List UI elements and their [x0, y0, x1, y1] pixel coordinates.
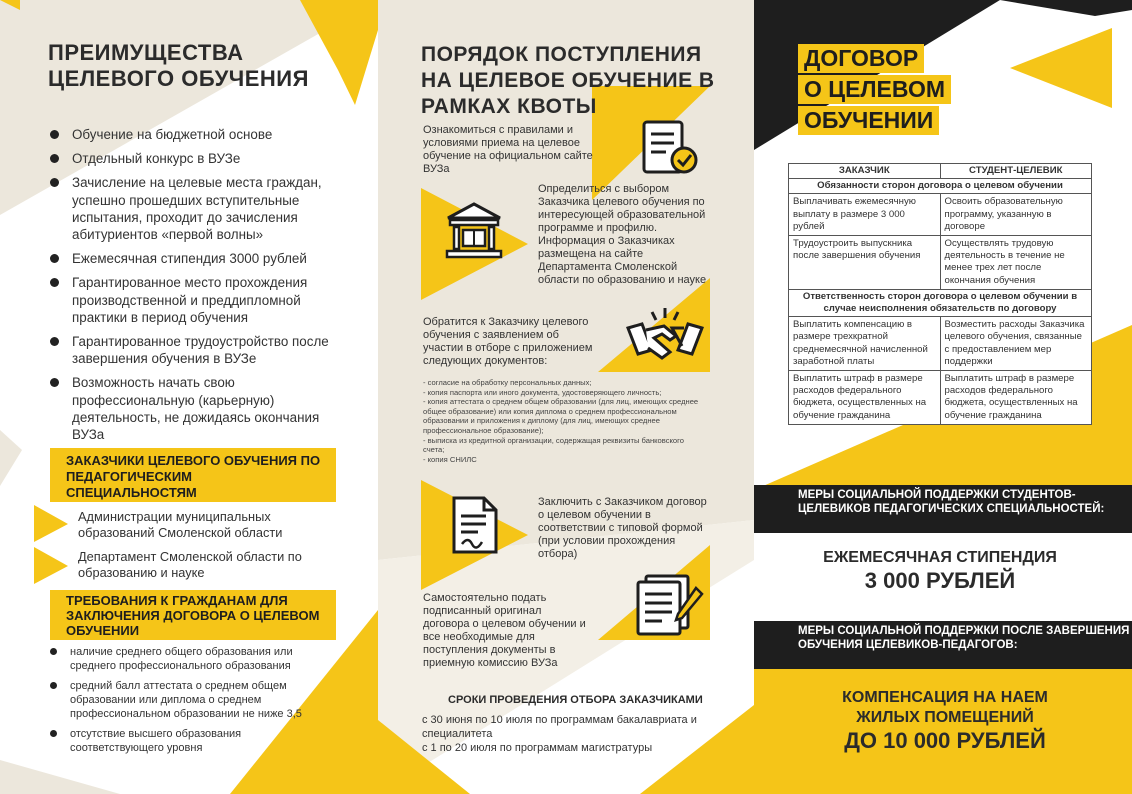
arrow-icon: [34, 505, 68, 542]
compensation-line: ЖИЛЫХ ПОМЕЩЕНИЙ: [856, 709, 1034, 726]
list-item: Ежемесячная стипендия 3000 рублей: [48, 250, 348, 267]
stipend-amount: 3 000 РУБЛЕЙ: [864, 568, 1016, 593]
step-4-text: Заключить с Заказчиком договор о целевом обучении в соответствии с типовой формой (при условии прохождения отбора): [538, 496, 707, 560]
documents-pen-icon: [632, 574, 704, 636]
requirements-heading: ТРЕБОВАНИЯ К ГРАЖДАНАМ ДЛЯ ЗАКЛЮЧЕНИЯ ДОГОВОРА О ЦЕЛЕВОМ ОБУЧЕНИИ: [50, 590, 336, 640]
table-row: [789, 194, 1092, 236]
compensation-line: КОМПЕНСАЦИЯ НА НАЕМ: [842, 689, 1048, 706]
table-cell: Выплатить штраф в размере расходов федерального бюджета, осуществленных на обучение гражданина: [940, 371, 1092, 425]
list-item: Отдельный конкурс в ВУЗе: [48, 150, 348, 167]
benefits-title: ПРЕИМУЩЕСТВА ЦЕЛЕВОГО ОБУЧЕНИЯ: [48, 40, 309, 91]
customer-item: Департамент Смоленской области по образованию и науке: [78, 549, 302, 580]
deadline-item: с 1 по 20 июля по программам магистратуры: [422, 742, 653, 754]
university-building-icon: [444, 202, 504, 260]
step-3-documents: [423, 378, 705, 464]
table-cell: Возместить расходы Заказчика целевого обучения, связанные с предоставлением мер поддержки: [940, 317, 1092, 371]
table-cell: Трудоустроить выпускника после завершения обучения: [789, 236, 941, 290]
list-item: Обучение на бюджетной основе: [48, 126, 348, 143]
step-5-text: Самостоятельно подать подписанный оригинал договора о целевом обучении и все необходимые для поступления документы в приемную комиссию ВУЗа: [423, 592, 586, 669]
benefits-list: [48, 126, 348, 450]
contract-sign-icon: [450, 494, 500, 556]
support-graduates-heading: МЕРЫ СОЦИАЛЬНОЙ ПОДДЕРЖКИ ПОСЛЕ ЗАВЕРШЕНИЯ ОБУЧЕНИЯ ЦЕЛЕВИКОВ-ПЕДАГОГОВ:: [754, 621, 1132, 669]
deadlines-title: СРОКИ ПРОВЕДЕНИЯ ОТБОРА ЗАКАЗЧИКАМИ: [448, 694, 703, 706]
step-3-text: Обратится к Заказчику целевого обучения с заявлением об участии в отборе с приложением следующих документов:: [423, 316, 593, 367]
table-section-row: [789, 289, 1092, 316]
contract-table: [788, 163, 1092, 425]
list-item: наличие среднего общего образования или среднего профессионального образования: [48, 645, 338, 673]
document-item: - копия паспорта или иного документа, удостоверяющего личность;: [423, 387, 662, 397]
table-cell: Выплатить компенсацию в размере трехкратной среднемесячной начисленной заработной платы: [789, 317, 941, 371]
list-item: отсутствие высшего образования соответствующего уровня: [48, 727, 338, 755]
document-item: - выписка из кредитной организации, содержащая реквизиты банковского счета;: [423, 435, 684, 455]
document-item: - копия СНИЛС: [423, 454, 477, 464]
compensation-label: [780, 688, 1110, 728]
table-cell: Освоить образовательную программу, указанную в договоре: [940, 194, 1092, 236]
table-row: [789, 371, 1092, 425]
customer-item: Администрации муниципальных образований Смоленской области: [78, 509, 283, 540]
arrow-icon: [34, 547, 68, 584]
column-header: СТУДЕНТ-ЦЕЛЕВИК: [940, 164, 1092, 179]
compensation-amount: ДО 10 000 РУБЛЕЙ: [844, 728, 1046, 753]
column-header: ЗАКАЗЧИК: [789, 164, 941, 179]
support-students-heading: МЕРЫ СОЦИАЛЬНОЙ ПОДДЕРЖКИ СТУДЕНТОВ-ЦЕЛЕВИКОВ ПЕДАГОГИЧЕСКИХ СПЕЦИАЛЬНОСТЕЙ:: [754, 485, 1132, 533]
list-item: Возможность начать свою профессиональную (карьерную) деятельность, не дожидаясь окончания ВУЗа: [48, 374, 348, 443]
document-check-icon: [638, 118, 702, 180]
contract-title-line: О ЦЕЛЕВОМ: [798, 75, 951, 104]
document-item: - копия аттестата о среднем общем образовании (для лиц, имеющих среднее общее образование) или копия диплома о среднем профессиональном образовании и приложения к диплому (для лиц, имеющих среднее профессиональное образование);: [423, 397, 699, 435]
contract-title-line: ОБУЧЕНИИ: [798, 106, 939, 135]
step-2-text: Определиться с выбором Заказчика целевого обучения по интересующей образовательной программе и профилю. Информация о Заказчиках размещена на сайте Департамента Смоленской области по образованию и науке: [538, 183, 707, 286]
table-cell: Выплатить штраф в размере расходов федерального бюджета, осуществленных на обучение гражданина: [789, 371, 941, 425]
table-row: [789, 317, 1092, 371]
handshake-icon: [626, 306, 704, 368]
contract-title-line: ДОГОВОР: [798, 44, 924, 73]
table-section-row: [789, 179, 1092, 194]
list-item: Зачисление на целевые места граждан, успешно прошедших вступительные испытания, проходит до зачисления абитуриентов «первой волны»: [48, 174, 348, 243]
list-item: Гарантированное трудоустройство после завершения обучения в ВУЗе: [48, 333, 348, 367]
requirements-list: [48, 645, 338, 761]
list-item: средний балл аттестата о среднем общем образовании или диплома о среднем профессиональном образовании не ниже 3,5: [48, 679, 338, 721]
section-header: Ответственность сторон договора о целевом обучении в случае неисполнения обязательств по договору: [789, 289, 1092, 316]
step-1-text: Ознакомиться с правилами и условиями приема на целевое обучение на официальном сайте ВУЗа: [423, 124, 593, 175]
table-cell: Выплачивать ежемесячную выплату в размере 3 000 рублей: [789, 194, 941, 236]
document-item: - согласие на обработку персональных данных;: [423, 378, 592, 387]
deadlines-list: [422, 713, 712, 755]
customers-heading: ЗАКАЗЧИКИ ЦЕЛЕВОГО ОБУЧЕНИЯ ПО ПЕДАГОГИЧЕСКИМ СПЕЦИАЛЬНОСТЯМ: [50, 448, 336, 502]
section-header: Обязанности сторон договора о целевом обучении: [789, 179, 1092, 194]
list-item: Гарантированное место прохождения производственной и преддипломной практики в период обучения: [48, 274, 348, 326]
table-header-row: [789, 164, 1092, 179]
deadline-item: с 30 июня по 10 июля по программам бакалавриата и специалитета: [422, 714, 697, 740]
admission-title: ПОРЯДОК ПОСТУПЛЕНИЯ НА ЦЕЛЕВОЕ ОБУЧЕНИЕ В РАМКАХ КВОТЫ: [421, 43, 715, 118]
stipend-label: ЕЖЕМЕСЯЧНАЯ СТИПЕНДИЯ: [823, 549, 1057, 566]
table-cell: Осуществлять трудовую деятельность в течение не менее трех лет после окончания обучения: [940, 236, 1092, 290]
table-row: [789, 236, 1092, 290]
